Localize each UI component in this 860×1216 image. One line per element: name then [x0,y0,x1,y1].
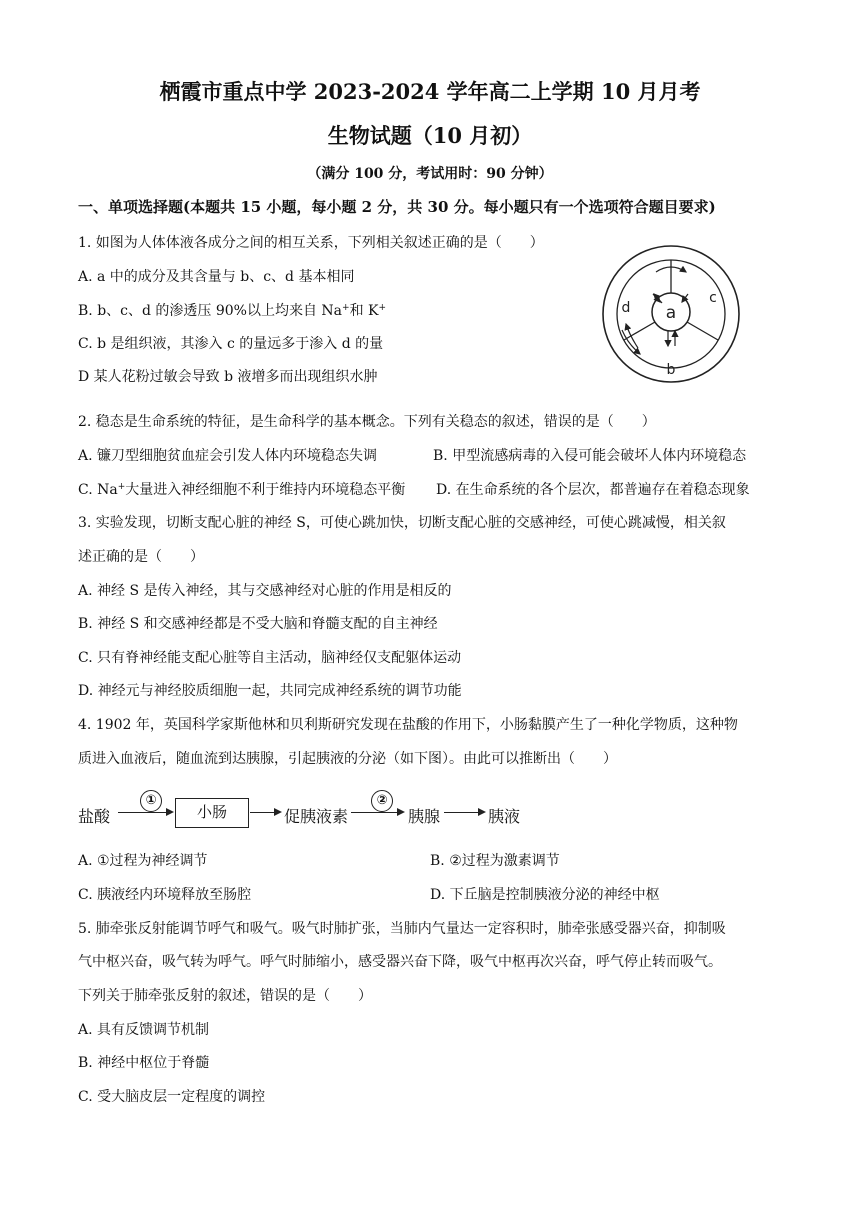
q3-option-a: A. 神经 S 是传入神经，其与交感神经对心脏的作用是相反的 [78,583,452,599]
flow-pancreas: 胰腺 [408,807,441,826]
body-fluid-diagram [598,236,744,392]
q5-option-b: B. 神经中枢位于脊髓 [78,1055,210,1071]
q4-option-c: C. 胰液经内环境释放至肠腔 [78,887,252,903]
flow-arrow-4 [444,812,484,813]
exam-subtitle: 生物试题（10 月初） [327,123,533,148]
secretin-flow-diagram [78,792,538,834]
q4-option-d: D. 下丘脑是控制胰液分泌的神经中枢 [430,887,660,903]
q1-stem: 1. 如图为人体体液各成分之间的相互关系，下列相关叙述正确的是（ ） [78,235,544,251]
flow-arrow-2 [250,812,280,813]
q4-stem-line2: 质进入血液后，随血流到达胰腺，引起胰液的分泌（如下图）。由此可以推断出（ ） [78,751,617,767]
section-heading: 一、单项选择题(本题共 15 小题，每小题 2 分，共 30 分。每小题只有一个选项符合题目要求) [78,198,716,216]
q5-stem-line1: 5. 肺牵张反射能调节呼气和吸气。吸气时肺扩张，当肺内气量达一定容积时，肺牵张感受器兴奋，抑制吸 [78,921,726,937]
q1-option-b [78,302,386,320]
q2-c-post: 大量进入神经细胞不利于维持内环境稳态平衡 [125,482,406,498]
q1-b-mid: 和 K [349,303,379,319]
divider-right [687,322,718,340]
q3-option-c: C. 只有脊神经能支配心脏等自主活动，脑神经仅支配躯体运动 [78,650,462,666]
flow-arrow-1 [118,812,172,813]
q4-option-a: A. ①过程为神经调节 [78,853,208,869]
label-d: d [621,300,631,316]
flow-step-2-marker: ② [371,790,393,812]
q1-b-text: B. b、c、d 的渗透压 90%以上均来自 Na [78,303,343,319]
q5-option-a: A. 具有反馈调节机制 [78,1022,210,1038]
q5-stem-line3: 下列关于肺牵张反射的叙述，错误的是（ ） [78,988,372,1004]
q4-stem-line1: 4. 1902 年，英国科学家斯他林和贝利斯研究发现在盐酸的作用下，小肠黏膜产生了一种化学物质，这种物 [78,717,738,733]
q1-b-sup2: + [378,303,387,313]
flow-secretin: 促胰液素 [284,807,349,826]
label-b: b [666,362,676,378]
q3-option-d: D. 神经元与神经胶质细胞一起，共同完成神经系统的调节功能 [78,683,462,699]
q2-c-sup: + [117,482,126,492]
q2-option-d: D. 在生命系统的各个层次，都普遍存在着稳态现象 [436,482,750,498]
q1-b-sup1: + [342,303,350,313]
q3-stem-line1: 3. 实验发现，切断支配心脏的神经 S，可使心跳加快，切断支配心脏的交感神经，可使心跳减慢，相关叙 [78,515,726,531]
label-c: c [709,290,717,306]
q2-stem: 2. 稳态是生命系统的特征，是生命科学的基本概念。下列有关稳态的叙述，错误的是（ ） [78,414,656,430]
flow-arrow-3 [351,812,403,813]
q2-c-pre: C. Na [78,482,118,498]
flow-step-1-marker: ① [140,790,162,812]
q3-stem-line2: 述正确的是（ ） [78,549,204,565]
q1-option-d: D 某人花粉过敏会导致 b 液增多而出现组织水肿 [78,369,378,385]
exam-title: 栖霞市重点中学 2023-2024 学年高二上学期 10 月月考 [159,79,701,104]
q1-option-a: A. a 中的成分及其含量与 b、c、d 基本相同 [78,269,355,285]
label-a: a [665,303,677,323]
flow-hydrochloric-acid: 盐酸 [78,807,111,826]
q2-option-b: B. 甲型流感病毒的入侵可能会破坏人体内环境稳态 [433,448,747,464]
q2-option-a: A. 镰刀型细胞贫血症会引发人体内环境稳态失调 [78,448,378,464]
q4-option-b: B. ②过程为激素调节 [430,853,560,869]
q5-option-c: C. 受大脑皮层一定程度的调控 [78,1089,266,1105]
exam-note: （满分 100 分，考试用时：90 分钟） [307,166,553,182]
q1-option-c: C. b 是组织液，其渗入 c 的量远多于渗入 d 的量 [78,336,384,352]
flow-small-intestine: 小肠 [175,798,249,828]
q5-stem-line2: 气中枢兴奋，吸气转为呼气。呼气时肺缩小，感受器兴奋下降，吸气中枢再次兴奋，呼气停止转而吸气。 [78,954,722,970]
q3-option-b: B. 神经 S 和交感神经都是不受大脑和脊髓支配的自主神经 [78,616,438,632]
q2-option-c [78,481,405,499]
flow-pancreatic-juice: 胰液 [488,807,521,826]
